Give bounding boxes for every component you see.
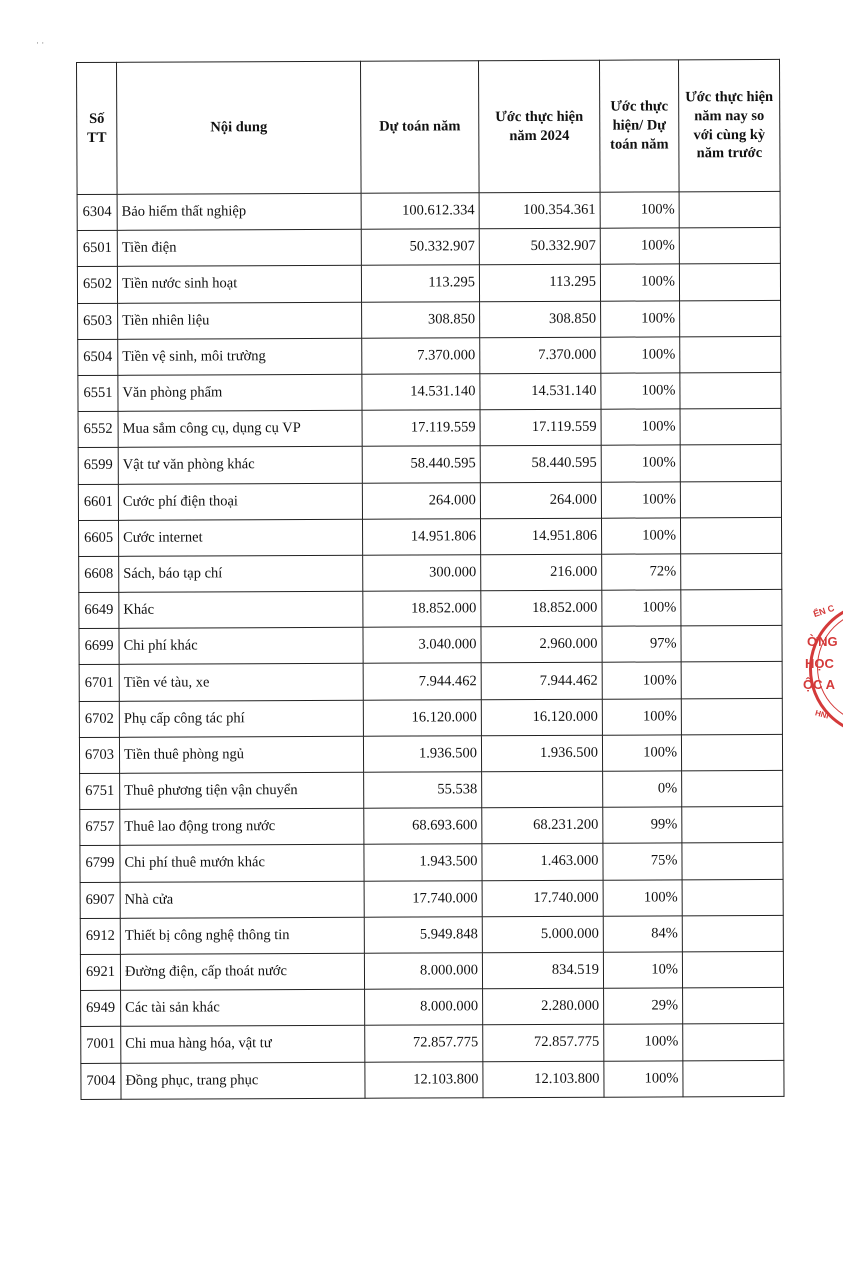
row-actual: 12.103.800 bbox=[483, 1061, 604, 1098]
seal-text-2: ỜNG bbox=[807, 634, 838, 649]
row-budget: 7.944.462 bbox=[363, 663, 481, 700]
row-budget: 50.332.907 bbox=[361, 229, 479, 266]
row-budget: 8.000.000 bbox=[364, 953, 482, 990]
row-code: 6921 bbox=[80, 954, 120, 990]
row-code: 6605 bbox=[78, 520, 118, 556]
row-compare bbox=[682, 843, 783, 880]
red-seal-stamp bbox=[803, 598, 843, 738]
row-actual: 308.850 bbox=[480, 301, 601, 338]
row-compare bbox=[682, 951, 783, 988]
table-row bbox=[78, 409, 781, 448]
header-uoc-thuc-hien: Ước thực hiện năm 2024 bbox=[478, 60, 600, 193]
row-compare bbox=[682, 915, 783, 952]
row-budget: 12.103.800 bbox=[365, 1061, 483, 1098]
row-compare bbox=[680, 336, 781, 373]
row-compare bbox=[680, 372, 781, 409]
row-code: 6552 bbox=[78, 411, 118, 447]
row-budget: 300.000 bbox=[363, 555, 481, 592]
row-code: 6608 bbox=[79, 556, 119, 592]
row-actual: 68.231.200 bbox=[482, 807, 603, 844]
document-sheet bbox=[76, 59, 785, 1100]
row-code: 6701 bbox=[79, 665, 119, 701]
row-description: Đường điện, cấp thoát nước bbox=[120, 953, 364, 990]
row-percent: 100% bbox=[601, 300, 680, 337]
row-percent: 100% bbox=[602, 662, 681, 699]
header-du-toan: Dự toán năm bbox=[360, 61, 479, 194]
header-so-cung-ky: Ước thực hiện năm nay so với cùng kỳ năm trước bbox=[678, 59, 780, 191]
row-actual: 72.857.775 bbox=[483, 1025, 604, 1062]
row-actual: 113.295 bbox=[479, 265, 600, 302]
row-description: Chi mua hàng hóa, vật tư bbox=[121, 1026, 365, 1063]
table-row bbox=[80, 843, 783, 882]
table-row bbox=[77, 264, 780, 303]
row-compare bbox=[679, 264, 780, 301]
scan-specks: · · bbox=[36, 38, 45, 48]
row-budget: 7.370.000 bbox=[362, 337, 480, 374]
row-budget: 8.000.000 bbox=[365, 989, 483, 1026]
table-row bbox=[81, 1060, 784, 1099]
row-percent: 100% bbox=[600, 192, 679, 229]
row-code: 6751 bbox=[80, 773, 120, 809]
seal-text-3: HỌC bbox=[805, 656, 834, 671]
seal-text-5: HNI bbox=[814, 708, 830, 721]
row-percent: 99% bbox=[603, 807, 682, 844]
table-body bbox=[77, 191, 784, 1099]
row-description: Tiền vệ sinh, môi trường bbox=[118, 338, 362, 375]
row-code: 6699 bbox=[79, 629, 119, 665]
table-row bbox=[78, 372, 781, 411]
row-budget: 68.693.600 bbox=[364, 808, 482, 845]
row-percent: 10% bbox=[603, 952, 682, 989]
budget-table bbox=[76, 59, 785, 1100]
row-percent: 75% bbox=[603, 843, 682, 880]
row-description: Phụ cấp công tác phí bbox=[119, 700, 363, 737]
row-code: 6757 bbox=[80, 810, 120, 846]
row-compare bbox=[679, 228, 780, 265]
row-percent: 100% bbox=[601, 337, 680, 374]
row-actual: 50.332.907 bbox=[479, 228, 600, 265]
table-row bbox=[79, 589, 782, 628]
table-row bbox=[80, 807, 783, 846]
row-actual: 264.000 bbox=[480, 482, 601, 519]
row-budget: 58.440.595 bbox=[362, 446, 480, 483]
row-description: Tiền thuê phòng ngủ bbox=[119, 736, 363, 773]
row-actual: 2.960.000 bbox=[481, 626, 602, 663]
row-budget: 18.852.000 bbox=[363, 591, 481, 628]
table-row bbox=[79, 734, 782, 773]
row-budget: 1.936.500 bbox=[363, 736, 481, 773]
row-percent: 100% bbox=[601, 373, 680, 410]
row-percent: 100% bbox=[604, 1024, 683, 1061]
row-code: 6703 bbox=[79, 737, 119, 773]
row-actual: 7.944.462 bbox=[481, 663, 602, 700]
row-actual: 16.120.000 bbox=[481, 699, 602, 736]
row-code: 6799 bbox=[80, 846, 120, 882]
row-percent: 100% bbox=[600, 264, 679, 301]
row-actual: 1.463.000 bbox=[482, 844, 603, 881]
row-description: Các tài sản khác bbox=[121, 989, 365, 1026]
row-percent: 100% bbox=[601, 481, 680, 518]
header-so-tt: Số TT bbox=[77, 62, 118, 194]
row-code: 6702 bbox=[79, 701, 119, 737]
table-row bbox=[80, 879, 783, 918]
row-compare bbox=[681, 662, 782, 699]
row-budget: 14.531.140 bbox=[362, 374, 480, 411]
row-compare bbox=[681, 553, 782, 590]
table-row bbox=[77, 228, 780, 267]
row-percent: 100% bbox=[600, 228, 679, 265]
row-actual: 100.354.361 bbox=[479, 192, 600, 229]
row-budget: 17.740.000 bbox=[364, 880, 482, 917]
row-percent: 100% bbox=[602, 590, 681, 627]
row-code: 6599 bbox=[78, 448, 118, 484]
row-description: Khác bbox=[119, 591, 363, 628]
row-budget: 264.000 bbox=[362, 482, 480, 519]
row-code: 7004 bbox=[81, 1063, 121, 1099]
row-compare bbox=[680, 481, 781, 518]
row-budget: 100.612.334 bbox=[361, 193, 479, 230]
row-code: 6502 bbox=[77, 267, 117, 303]
row-percent: 84% bbox=[603, 916, 682, 953]
row-compare bbox=[683, 1024, 784, 1061]
table-row bbox=[79, 698, 782, 737]
row-percent: 100% bbox=[602, 698, 681, 735]
header-noi-dung: Nội dung bbox=[117, 61, 362, 194]
row-budget: 1.943.500 bbox=[364, 844, 482, 881]
row-actual bbox=[482, 771, 603, 808]
row-compare bbox=[682, 770, 783, 807]
row-actual: 14.951.806 bbox=[480, 518, 601, 555]
row-budget: 308.850 bbox=[362, 301, 480, 338]
row-description: Tiền nhiên liệu bbox=[118, 302, 362, 339]
row-description: Cước internet bbox=[118, 519, 362, 556]
seal-text-4: ỘC A bbox=[803, 677, 836, 692]
row-percent: 0% bbox=[603, 771, 682, 808]
row-actual: 58.440.595 bbox=[480, 446, 601, 483]
row-code: 6912 bbox=[80, 918, 120, 954]
table-row bbox=[80, 951, 783, 990]
table-row bbox=[79, 662, 782, 701]
row-description: Thiết bị công nghệ thông tin bbox=[120, 917, 364, 954]
row-budget: 16.120.000 bbox=[363, 699, 481, 736]
row-budget: 5.949.848 bbox=[364, 916, 482, 953]
row-actual: 14.531.140 bbox=[480, 373, 601, 410]
row-code: 6649 bbox=[79, 592, 119, 628]
table-row bbox=[78, 336, 781, 375]
row-percent: 100% bbox=[601, 445, 680, 482]
row-code: 6304 bbox=[77, 194, 117, 230]
row-compare bbox=[683, 988, 784, 1025]
row-description: Chi phí khác bbox=[119, 628, 363, 665]
row-code: 6503 bbox=[78, 303, 118, 339]
row-description: Sách, báo tạp chí bbox=[119, 555, 363, 592]
row-description: Mua sắm công cụ, dụng cụ VP bbox=[118, 410, 362, 447]
row-actual: 834.519 bbox=[482, 952, 603, 989]
row-compare bbox=[683, 1060, 784, 1097]
table-row bbox=[78, 300, 781, 339]
row-description: Vật tư văn phòng khác bbox=[118, 447, 362, 484]
row-actual: 17.119.559 bbox=[480, 409, 601, 446]
row-actual: 17.740.000 bbox=[482, 880, 603, 917]
row-description: Tiền điện bbox=[117, 229, 361, 266]
row-percent: 97% bbox=[602, 626, 681, 663]
row-percent: 100% bbox=[602, 735, 681, 772]
table-header-row bbox=[77, 59, 781, 194]
row-percent: 72% bbox=[602, 554, 681, 591]
row-description: Tiền vé tàu, xe bbox=[119, 664, 363, 701]
row-budget: 55.538 bbox=[364, 772, 482, 809]
table-row bbox=[78, 481, 781, 520]
row-code: 6907 bbox=[80, 882, 120, 918]
table-row bbox=[81, 988, 784, 1027]
seal-text-1: ỂN C bbox=[811, 602, 836, 620]
row-code: 6551 bbox=[78, 375, 118, 411]
row-description: Thuê phương tiện vận chuyển bbox=[120, 772, 364, 809]
row-code: 6949 bbox=[81, 990, 121, 1026]
row-description: Văn phòng phẩm bbox=[118, 374, 362, 411]
row-compare bbox=[679, 191, 780, 228]
row-description: Bảo hiểm thất nghiệp bbox=[117, 193, 361, 230]
row-compare bbox=[680, 445, 781, 482]
table-row bbox=[77, 191, 780, 230]
row-budget: 72.857.775 bbox=[365, 1025, 483, 1062]
row-compare bbox=[680, 517, 781, 554]
row-compare bbox=[682, 807, 783, 844]
table-row bbox=[78, 517, 781, 556]
row-code: 6501 bbox=[77, 231, 117, 267]
row-actual: 5.000.000 bbox=[482, 916, 603, 953]
row-percent: 29% bbox=[604, 988, 683, 1025]
row-budget: 14.951.806 bbox=[362, 518, 480, 555]
row-compare bbox=[681, 589, 782, 626]
row-compare bbox=[681, 734, 782, 771]
row-actual: 1.936.500 bbox=[481, 735, 602, 772]
table-row bbox=[79, 553, 782, 592]
row-percent: 100% bbox=[603, 879, 682, 916]
row-compare bbox=[681, 626, 782, 663]
row-description: Đồng phục, trang phục bbox=[121, 1062, 365, 1099]
row-percent: 100% bbox=[601, 518, 680, 555]
row-description: Thuê lao động trong nước bbox=[120, 808, 364, 845]
table-row bbox=[79, 626, 782, 665]
row-compare bbox=[680, 409, 781, 446]
row-actual: 18.852.000 bbox=[481, 590, 602, 627]
row-description: Cước phí điện thoại bbox=[118, 483, 362, 520]
row-percent: 100% bbox=[604, 1060, 683, 1097]
row-actual: 2.280.000 bbox=[483, 988, 604, 1025]
row-description: Chi phí thuê mướn khác bbox=[120, 845, 364, 882]
row-compare bbox=[681, 698, 782, 735]
row-code: 6504 bbox=[78, 339, 118, 375]
table-row bbox=[78, 445, 781, 484]
table-row bbox=[80, 770, 783, 809]
table-row bbox=[81, 1024, 784, 1063]
row-actual: 7.370.000 bbox=[480, 337, 601, 374]
table-row bbox=[80, 915, 783, 954]
row-compare bbox=[682, 879, 783, 916]
row-description: Tiền nước sinh hoạt bbox=[117, 266, 361, 303]
row-code: 6601 bbox=[78, 484, 118, 520]
row-description: Nhà cửa bbox=[120, 881, 364, 918]
header-ty-le: Ước thực hiện/ Dự toán năm bbox=[599, 60, 679, 192]
row-percent: 100% bbox=[601, 409, 680, 446]
row-code: 7001 bbox=[81, 1027, 121, 1063]
row-actual: 216.000 bbox=[481, 554, 602, 591]
row-compare bbox=[680, 300, 781, 337]
row-budget: 113.295 bbox=[361, 265, 479, 302]
row-budget: 3.040.000 bbox=[363, 627, 481, 664]
row-budget: 17.119.559 bbox=[362, 410, 480, 447]
